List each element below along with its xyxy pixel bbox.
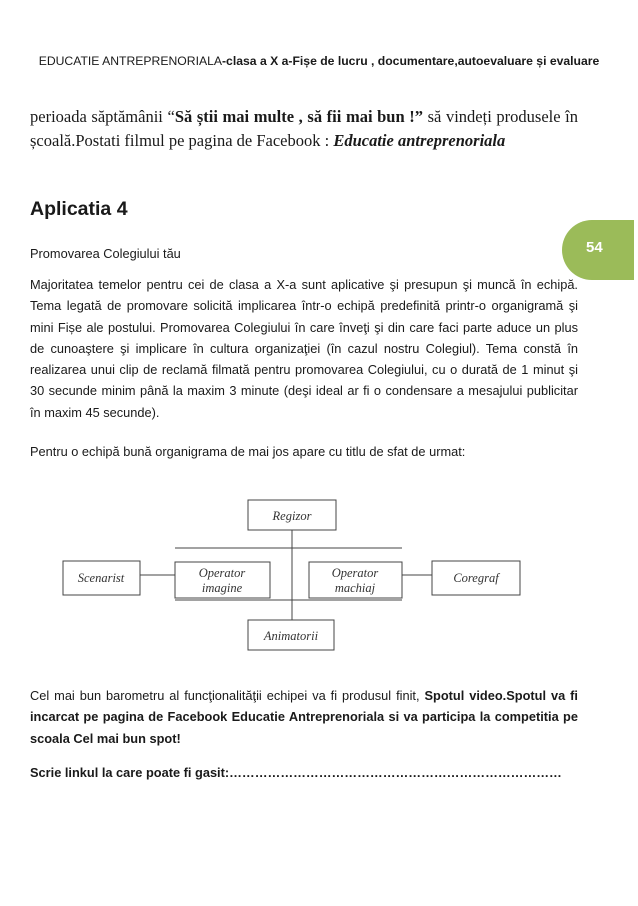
intro-facebook-page: Educatie antreprenoriala bbox=[333, 131, 506, 150]
link-prompt: Scrie linkul la care poate fi gasit:…………………………………………………………………… bbox=[30, 765, 562, 780]
body-paragraph-1: Majoritatea temelor pentru cei de clasa a X-a sunt aplicative şi presupun şi muncă în echipă. Tema legată de promovare solicită implicarea într-o echipă predefinită printr-o organigramă şi mini Fișe ale postului. Promovarea Colegiului în care înveţi şi din care faci parte aduce un plus de cunoaştere şi implicare în cultura organizaţiei (în cazul nostru Colegiul). Tema constă în realizarea unui clip de reclamă filmată pentru promovarea Colegiului, cu o durată de 1 minut şi 30 secunde minim până la maxim 3 minute (deşi ideal ar fi o condensare a mesajului publicitar în maxim 45 secunde). bbox=[30, 277, 578, 420]
page-number: 54 bbox=[586, 239, 603, 256]
body-paragraph-2: Pentru o echipă bună organigrama de mai jos apare cu titlu de sfat de urmat: bbox=[30, 444, 466, 459]
header-details: -clasa a X a-Fișe de lucru , documentare,autoevaluare și evaluare bbox=[222, 54, 600, 68]
body3-bold-text: Spotul video.Spotul va fi incarcat pe pagina de Facebook Educatie Antreprenoriala si va participa la competitia pe scoala Cel mai bun spot! bbox=[30, 688, 578, 746]
header-subject: EDUCATIE ANTREPRENORIALA bbox=[38, 54, 222, 68]
org-label-director: Regizor bbox=[272, 509, 312, 523]
body-paragraph-3 bbox=[30, 685, 578, 749]
intro-text-2: să vindeți produsele în școală.Postati filmul pe pagina de Facebook : bbox=[30, 107, 578, 150]
section-heading: Aplicatia 4 bbox=[30, 198, 128, 220]
org-label-makeup-operator-2: machiaj bbox=[334, 581, 376, 595]
intro-text-1: perioada săptămânii “ bbox=[30, 107, 175, 126]
org-label-animators: Animatorii bbox=[263, 629, 319, 643]
intro-slogan: Să știi mai multe , să fii mai bun !” bbox=[174, 107, 424, 126]
body3-text: Cel mai bun barometru al funcţionalităţii echipei va fi produsul finit, bbox=[30, 688, 425, 703]
org-label-camera-operator-1: Operator bbox=[198, 566, 246, 580]
org-label-makeup-operator-1: Operator bbox=[331, 566, 379, 580]
section-subtitle: Promovarea Colegiului tău bbox=[30, 246, 181, 261]
org-label-choreographer: Coregraf bbox=[453, 571, 499, 585]
org-label-scriptwriter: Scenarist bbox=[77, 571, 125, 585]
org-label-camera-operator-2: imagine bbox=[201, 581, 243, 595]
